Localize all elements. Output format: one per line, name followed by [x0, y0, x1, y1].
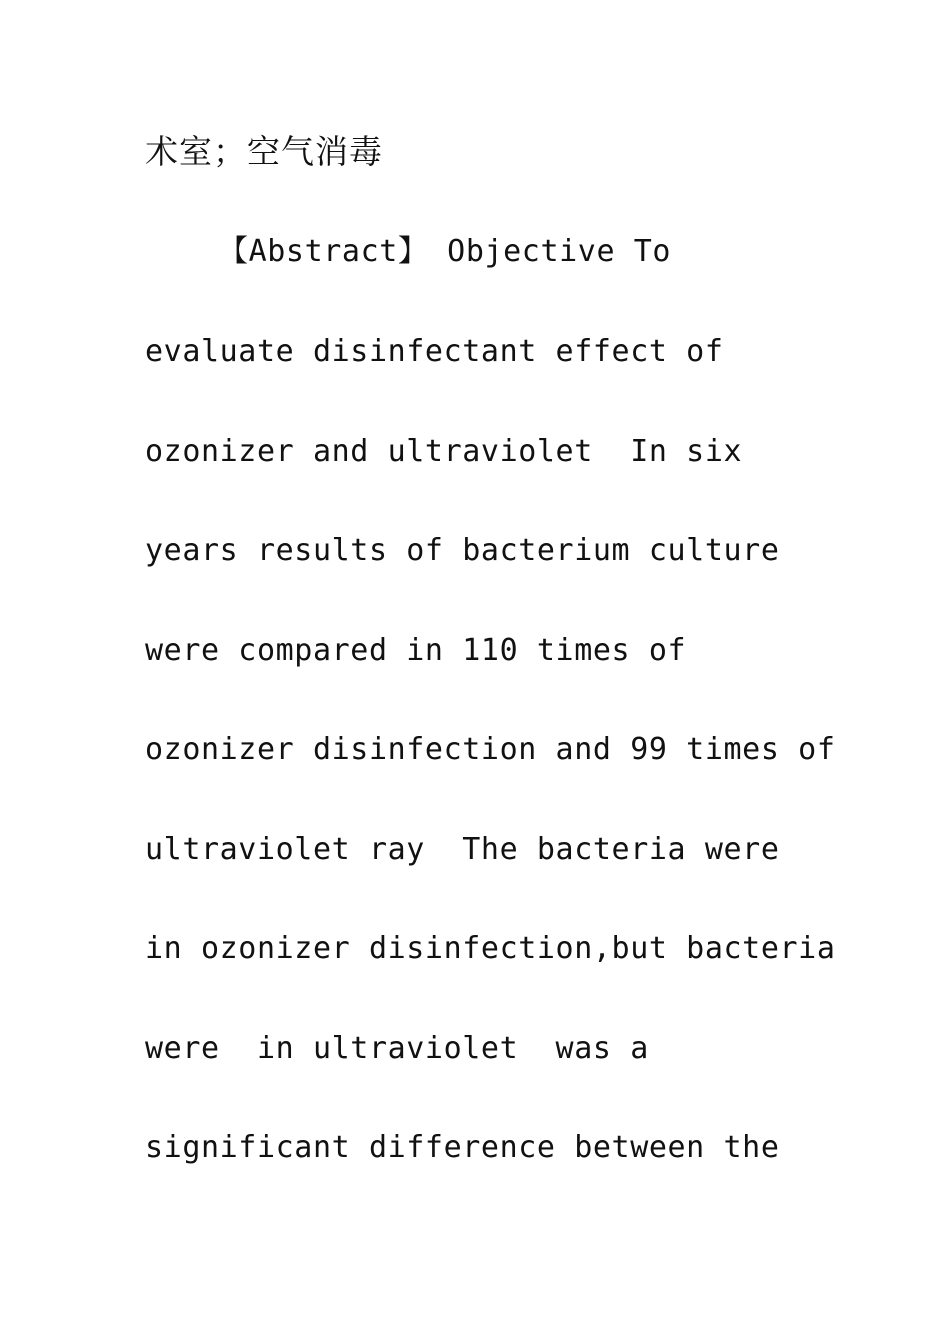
abstract-text-line: were compared in 110 times of — [145, 633, 687, 668]
abstract-text-line: ozonizer and ultraviolet In six — [145, 434, 743, 469]
abstract-text-line: evaluate disinfectant effect of — [145, 334, 724, 369]
abstract-text-line: significant difference between the — [145, 1130, 780, 1165]
abstract-text-line: ozonizer disinfection and 99 times of — [145, 732, 836, 767]
abstract-heading-line: 【Abstract】 Objective To — [218, 234, 672, 269]
abstract-text-line: years results of bacterium culture — [145, 533, 780, 568]
keywords-line: 术室；空气消毒 — [145, 132, 383, 171]
abstract-text-line: ultraviolet ray The bacteria were — [145, 832, 780, 867]
abstract-text-line: in ozonizer disinfection,but bacteria — [145, 931, 836, 966]
abstract-text-line: were in ultraviolet was a — [145, 1031, 649, 1066]
